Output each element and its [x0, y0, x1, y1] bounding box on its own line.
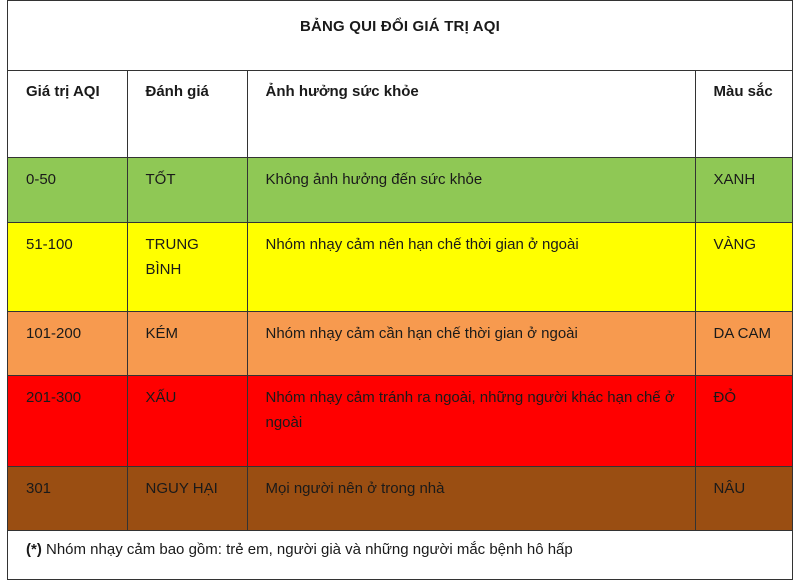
cell-health-effect: Không ảnh hưởng đến sức khỏe — [247, 157, 695, 222]
footnote-text: Nhóm nhạy cảm bao gồm: trẻ em, người già và những người mắc bệnh hô hấp — [41, 541, 573, 558]
table-row — [8, 222, 792, 311]
header-color: Màu sắc — [695, 71, 792, 157]
table-row — [8, 157, 792, 222]
cell-rating: NGUY HẠI — [127, 466, 247, 530]
table-row — [8, 311, 792, 375]
cell-color-name: NÂU — [695, 466, 792, 530]
cell-aqi-value: 301 — [8, 466, 127, 530]
cell-aqi-value: 101-200 — [8, 311, 127, 375]
header-health-effect: Ảnh hưởng sức khỏe — [247, 71, 695, 157]
cell-health-effect: Nhóm nhạy cảm tránh ra ngoài, những người khác hạn chế ở ngoài — [247, 375, 695, 466]
cell-aqi-value: 201-300 — [8, 375, 127, 466]
table-row — [8, 375, 792, 466]
cell-rating: TỐT — [127, 157, 247, 222]
title-row — [8, 1, 792, 71]
footnote-marker: (*) — [26, 541, 42, 558]
cell-health-effect: Nhóm nhạy cảm nên hạn chế thời gian ở ngoài — [247, 222, 695, 311]
cell-color-name: XANH — [695, 157, 792, 222]
cell-aqi-value: 51-100 — [8, 222, 127, 311]
cell-rating: KÉM — [127, 311, 247, 375]
table-row — [8, 466, 792, 530]
aqi-conversion-table-frame — [7, 0, 793, 580]
cell-aqi-value: 0-50 — [8, 157, 127, 222]
aqi-table — [8, 71, 792, 531]
cell-rating: XẤU — [127, 375, 247, 466]
cell-color-name: VÀNG — [695, 222, 792, 311]
table-title: BẢNG QUI ĐỔI GIÁ TRỊ AQI — [299, 18, 501, 35]
header-rating: Đánh giá — [127, 71, 247, 157]
header-row — [8, 71, 792, 157]
cell-color-name: ĐỎ — [695, 375, 792, 466]
cell-health-effect: Nhóm nhạy cảm cần hạn chế thời gian ở ngoài — [247, 311, 695, 375]
footnote — [26, 541, 573, 558]
cell-color-name: DA CAM — [695, 311, 792, 375]
cell-rating: TRUNG BÌNH — [127, 222, 247, 311]
cell-health-effect: Mọi người nên ở trong nhà — [247, 466, 695, 530]
header-aqi-value: Giá trị AQI — [8, 71, 127, 157]
